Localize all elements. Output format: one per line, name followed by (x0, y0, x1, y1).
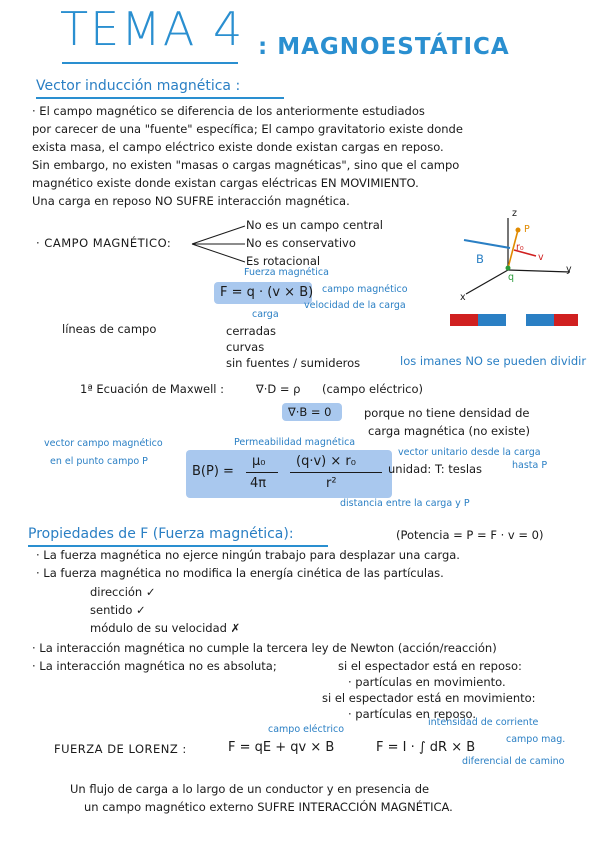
ann-carga: carga (252, 309, 279, 320)
campo-prop: Es rotacional (246, 254, 321, 268)
maxwell-eq1: ∇·D = ρ (256, 382, 301, 396)
intro-line: magnético existe donde existan cargas eléctricas EN MOVIMIENTO. (32, 176, 419, 190)
final-line: Un flujo de carga a lo largo de un conductor y en presencia de (70, 782, 430, 796)
label-b: B (476, 252, 484, 266)
section-heading-vector: Vector inducción magnética : (36, 78, 241, 94)
maxwell-label: 1ª Ecuación de Maxwell : (80, 382, 225, 396)
modifica-item: dirección ✓ (90, 585, 156, 599)
ann-campo: campo magnético (322, 284, 408, 295)
ann-unitario: vector unitario desde la carga (398, 447, 541, 458)
campo-prop: No es un campo central (246, 218, 383, 232)
intro-line: por carecer de una "fuente" específica; El campo gravitatorio existe donde (32, 122, 463, 136)
force-formula: F = q · (v × B) (220, 285, 314, 300)
modifica-item: módulo de su velocidad ✗ (90, 621, 241, 635)
intro-line: Una carga en reposo NO SUFRE interacción magnética. (32, 194, 350, 208)
lineas-item: sin fuentes / sumideros (226, 356, 361, 370)
ann-diferencial: diferencial de camino (462, 756, 565, 767)
section-heading-propiedades: Propiedades de F (Fuerza magnética): (28, 526, 294, 542)
unidad: unidad: T: teslas (388, 462, 483, 476)
absoluta-item: · partículas en reposo. (348, 707, 476, 721)
intro-line: exista masa, el campo eléctrico existe donde existan cargas en reposo. (32, 140, 444, 154)
ann-campo-electrico: campo eléctrico (268, 724, 345, 735)
campo-magnetico-label: · CAMPO MAGNÉTICO: (36, 236, 172, 250)
campo-prop: No es conservativo (246, 236, 356, 250)
biot-frac-line (290, 472, 382, 473)
biot-coef-num: μ₀ (252, 454, 266, 469)
maxwell-note: porque no tiene densidad de (364, 406, 530, 420)
prop-line: · La interacción magnética no cumple la tercera ley de Newton (acción/reacción) (32, 641, 497, 655)
ann-campo-mag: campo mag. (506, 734, 566, 745)
intro-line: · El campo magnético se diferencia de los anteriormente estudiados (32, 104, 425, 118)
potencia: (Potencia = P = F · v = 0) (396, 528, 544, 542)
lineas-item: cerradas (226, 324, 277, 338)
axis-y: y (566, 264, 572, 275)
modifica-item: sentido ✓ (90, 603, 146, 617)
axis-x: x (460, 292, 466, 303)
maxwell-eq1-note: (campo eléctrico) (322, 382, 423, 396)
absoluta-item: · partículas en movimiento. (348, 675, 506, 689)
lineas-label: líneas de campo (62, 322, 157, 336)
ann-vector-campo: vector campo magnético (44, 438, 163, 449)
ann-fuerza: Fuerza magnética (244, 267, 329, 278)
ann-intensidad: intensidad de corriente (428, 717, 539, 728)
lorenz-formula: F = qE + qv × B (228, 740, 335, 755)
ann-velocidad: velocidad de la carga (304, 300, 406, 311)
lorenz-formula-current: F = I · ∫ dR × B (376, 740, 476, 755)
axis-z: z (512, 208, 517, 219)
absoluta-item: si el espectador está en reposo: (338, 659, 522, 673)
maxwell-eq2: ∇·B = 0 (288, 405, 332, 419)
section-underline (36, 97, 284, 99)
label-p: P (524, 224, 530, 235)
ann-unitario: hasta P (512, 460, 548, 471)
prop-line: · La interacción magnética no es absoluta; (32, 659, 277, 673)
label-r0: r₀ (516, 242, 524, 253)
biot-num: (q·v) × r₀ (296, 454, 356, 469)
final-line: un campo magnético externo SUFRE INTERACCIÓN MAGNÉTICA. (84, 800, 453, 814)
absoluta-item: si el espectador está en movimiento: (322, 691, 536, 705)
biot-den: r² (326, 476, 337, 491)
prop-line: · La fuerza magnética no ejerce ningún trabajo para desplazar una carga. (36, 548, 460, 562)
ann-distancia: distancia entre la carga y P (340, 498, 470, 509)
label-q: q (508, 272, 515, 283)
maxwell-note: carga magnética (no existe) (368, 424, 530, 438)
lineas-item: curvas (226, 340, 265, 354)
lorenz-label: FUERZA DE LORENZ : (54, 742, 187, 756)
section-underline (28, 545, 328, 547)
ann-vector-campo: en el punto campo P (50, 456, 148, 467)
intro-line: Sin embargo, no existen "masas o cargas magnéticas", sino que el campo (32, 158, 460, 172)
branch-arrows (190, 222, 250, 266)
imanes-note: los imanes NO se pueden dividir (400, 354, 587, 368)
biot-frac-line (246, 472, 278, 473)
page-subtitle: : MAGNOESTÁTICA (258, 34, 510, 60)
label-v: v (538, 252, 544, 263)
title-underline (62, 62, 238, 64)
biot-coef-den: 4π (250, 476, 267, 491)
page-title: TEMA 4 (60, 2, 245, 56)
biot-lhs: B(P) = (192, 464, 234, 479)
ann-permeabilidad: Permeabilidad magnética (234, 437, 356, 448)
prop-line: · La fuerza magnética no modifica la energía cinética de las partículas. (36, 566, 444, 580)
